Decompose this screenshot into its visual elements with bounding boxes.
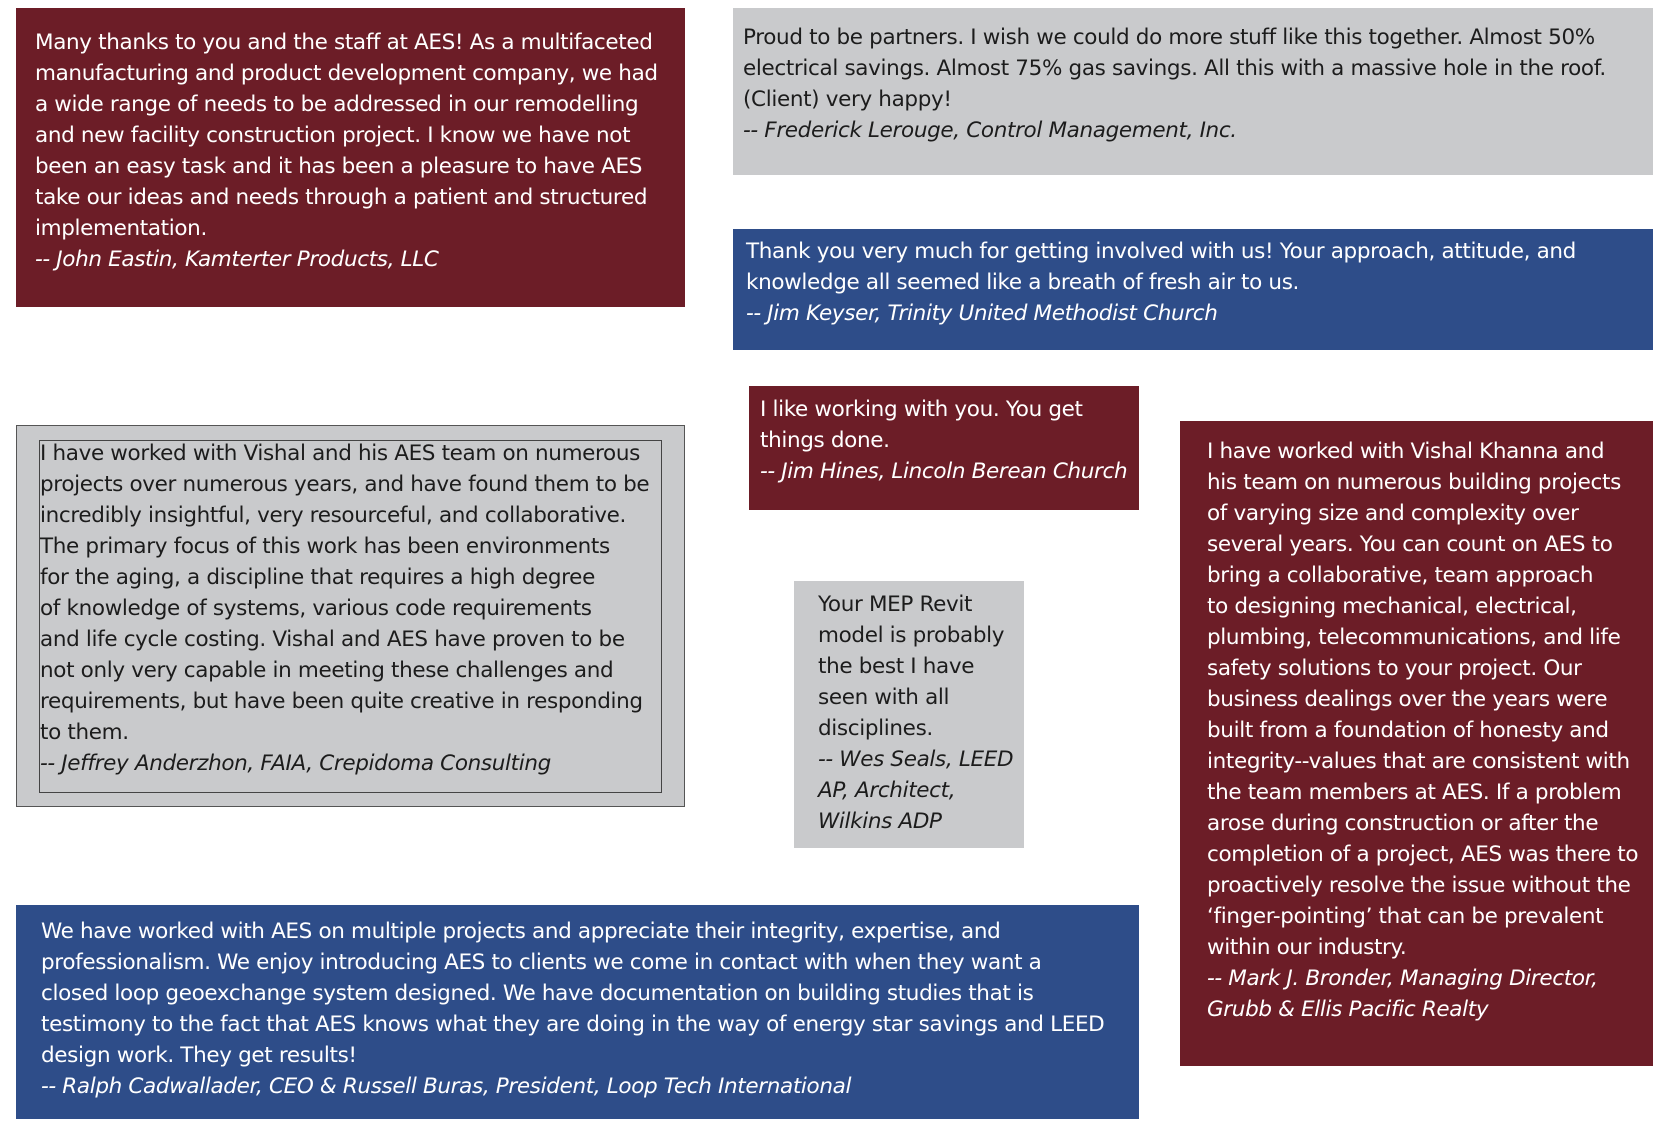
testimonial-eastin [16, 8, 685, 307]
testimonial-bronder [1180, 421, 1653, 1066]
testimonial-hines [749, 386, 1139, 510]
testimonial-anderzhon [16, 425, 685, 807]
testimonial-attribution: -- Jim Keyser, Trinity United Methodist Church [746, 301, 1218, 326]
testimonial-quote: I have worked with Vishal and his AES team on numerous projects over numerous years, and have found them to be incredibly insightful, very resourceful, and collaborative. The primary focus of this work has been environments for the aging, a discipline that requires a high degree of knowledge of systems, various code requirements and life cycle costing. Vishal and AES have proven to be not only very capable in meeting these challenges and requirements, but have been quite creative in responding to them. [40, 441, 650, 745]
testimonial-quote: Many thanks to you and the staff at AES! As a multifaceted manufacturing and product development company, we had a wide range of needs to be addressed in our remodelling and new facility construction project. I know we have not been an easy task and it has been a pleasure to have AES take our ideas and needs through a patient and structured implementation. [35, 30, 658, 241]
testimonial-quote: I have worked with Vishal Khanna and his team on numerous building projects of varying size and complexity over several years. You can count on AES to bring a collaborative, team approach to designing mechanical, electrical, plumbing, telecommunications, and life safety solutions to your project. Our business dealings over the years were built from a foundation of honesty and integrity--values that are consistent with the team members at AES. If a problem arose during construction or after the completion of a project, AES was there to proactively resolve the issue without the ‘finger-pointing’ that can be prevalent within our industry. [1207, 439, 1639, 960]
testimonial-attribution: -- Frederick Lerouge, Control Management, Inc. [743, 118, 1237, 143]
testimonial-quote: We have worked with AES on multiple projects and appreciate their integrity, expertise, and professionalism. We enjoy introducing AES to clients we come in contact with when they want a closed loop geoexchange system designed. We have documentation on building studies that is testimony to the fact that AES knows what they are doing in the way of energy star savings and LEED design work. They get results! [41, 919, 1105, 1068]
testimonial-quote: Thank you very much for getting involved with us! Your approach, attitude, and knowledge all seemed like a breath of fresh air to us. [746, 239, 1576, 295]
testimonial-attribution: -- Wes Seals, LEED AP, Architect, Wilkins ADP [818, 747, 1014, 834]
testimonial-cadwallader [16, 905, 1139, 1119]
testimonial-lerouge [733, 8, 1653, 175]
testimonial-attribution: -- Jim Hines, Lincoln Berean Church [760, 459, 1128, 484]
testimonial-keyser [733, 229, 1653, 350]
testimonial-attribution: -- Ralph Cadwallader, CEO & Russell Buras, President, Loop Tech International [41, 1074, 852, 1099]
testimonial-seals [794, 581, 1024, 848]
testimonial-attribution: -- John Eastin, Kamterter Products, LLC [35, 247, 439, 272]
testimonial-quote: Your MEP Revit model is probably the best I have seen with all disciplines. [818, 592, 1005, 741]
inner-frame [39, 440, 662, 793]
testimonial-quote: I like working with you. You get things done. [760, 397, 1083, 453]
testimonial-quote: Proud to be partners. I wish we could do more stuff like this together. Almost 50% electrical savings. Almost 75% gas savings. All this with a massive hole in the roof. (Client) very happy! [743, 25, 1606, 112]
testimonial-attribution: -- Jeffrey Anderzhon, FAIA, Crepidoma Consulting [40, 751, 551, 776]
testimonial-attribution: -- Mark J. Bronder, Managing Director, Grubb & Ellis Pacific Realty [1207, 966, 1598, 1022]
